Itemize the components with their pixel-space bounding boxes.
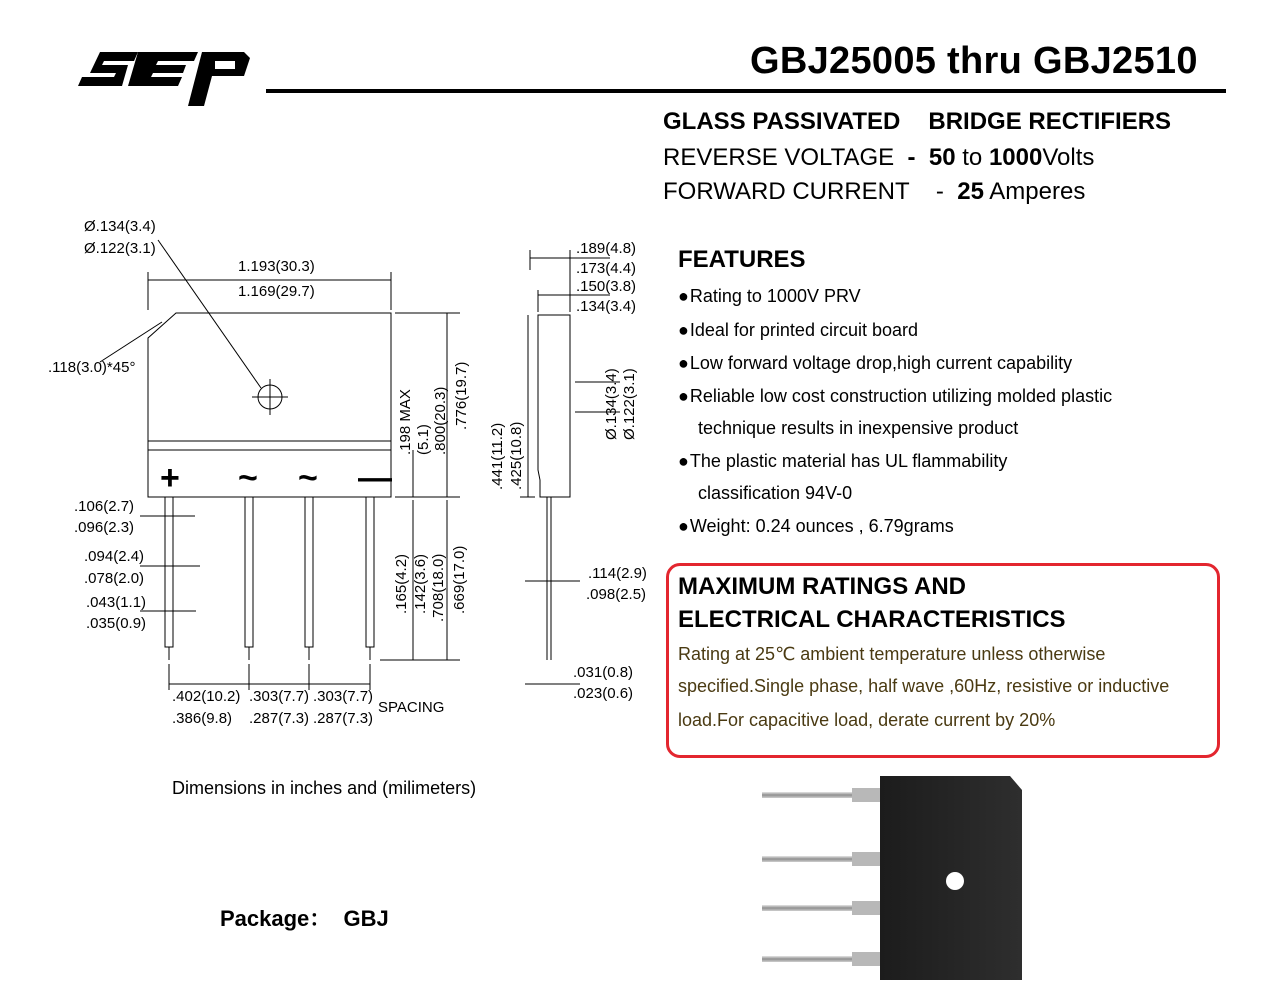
lead-plus [165, 497, 173, 647]
photo-hole [946, 872, 964, 890]
subtitle-left: GLASS PASSIVATED [663, 108, 901, 135]
dim-hole-dia-min: Ø.122(3.1) [84, 240, 156, 257]
forward-current-line [663, 178, 1085, 206]
pin-ac1-label: ~ [238, 459, 258, 497]
dim-height-min: .776(19.7) [453, 361, 470, 430]
dim-lead-w-max: .106(2.7) [74, 498, 135, 515]
dim-lead-n-min: .078(2.0) [84, 570, 145, 587]
dim-chamfer: .118(3.0)*45° [48, 359, 136, 376]
package-line [220, 902, 389, 933]
forward-current-value: 25 [957, 178, 984, 205]
bullet-icon: ● [678, 516, 689, 536]
reverse-voltage-dash: - [907, 144, 916, 171]
reverse-voltage-line [663, 144, 1094, 172]
sep-logo [78, 52, 250, 106]
product-photo [752, 770, 1042, 985]
dim-side-h-min: .425(10.8) [508, 421, 525, 490]
pin-minus-label: — [358, 459, 392, 497]
bullet-icon: ● [678, 386, 689, 406]
dim-pitch2-min: .287(7.3) [249, 710, 310, 727]
reverse-voltage-max: 1000 [988, 144, 1043, 171]
dim-side-hole-max: Ø.134(3.4) [603, 368, 620, 440]
feature-item [678, 451, 1007, 472]
feature-text: Weight: 0.24 ounces , 6.79grams [689, 516, 954, 536]
ratings-title-line2: ELECTRICAL CHARACTERISTICS [678, 606, 1066, 633]
ratings-note-line1: Rating at 25℃ ambient temperature unless otherwise [678, 644, 1106, 664]
ratings-title-line1: MAXIMUM RATINGS AND [678, 573, 966, 600]
feature-text: The plastic material has UL flammability [689, 451, 1008, 471]
dim-pitch2-max: .303(7.7) [249, 688, 310, 705]
bullet-icon: ● [678, 320, 689, 340]
dim-lead-t-max: .043(1.1) [86, 594, 147, 611]
bullet-icon: ● [678, 451, 689, 471]
dim-thick-min: .173(4.4) [576, 260, 637, 277]
forward-current-unit: Amperes [989, 178, 1086, 205]
dim-pitch3-max: .303(7.7) [313, 688, 374, 705]
dim-side-h-max: .441(11.2) [489, 422, 506, 490]
dim-lead-len2: .142(3.6) [412, 553, 429, 614]
bullet-icon: ● [678, 353, 689, 373]
dim-side-tip-max: .031(0.8) [573, 664, 634, 681]
dim-lead-len3: .708(18.0) [430, 553, 447, 622]
feature-text: Rating to 1000V PRV [689, 286, 861, 306]
dim-198-max: .198 MAX [397, 389, 414, 455]
ratings-note-line2: specified.Single phase, half wave ,60Hz, resistive or inductive [678, 676, 1170, 696]
package-label: Package： [220, 906, 332, 931]
title-rule [266, 89, 1226, 93]
dim-thick2-min: .134(3.4) [576, 298, 637, 315]
reverse-voltage-unit: Volts [1042, 144, 1095, 171]
feature-item [678, 386, 1112, 407]
feature-text: Ideal for printed circuit board [689, 320, 918, 340]
bullet-icon: ● [678, 286, 689, 306]
reverse-voltage-to: to [962, 144, 983, 171]
dim-lead-n-max: .094(2.4) [84, 548, 145, 565]
feature-continuation: technique results in inexpensive product [698, 418, 1019, 438]
lead-ac2 [305, 497, 313, 647]
side-view-body [538, 315, 570, 497]
feature-text: Reliable low cost construction utilizing molded plastic [689, 386, 1113, 406]
photo-leads [762, 788, 880, 966]
dim-width-min: 1.169(29.7) [238, 283, 315, 300]
lead-ac1 [245, 497, 253, 647]
dim-thick2-max: .150(3.8) [576, 278, 637, 295]
subtitle-right: BRIDGE RECTIFIERS [928, 108, 1172, 135]
dim-side-hole-min: Ø.122(3.1) [621, 368, 638, 440]
feature-item [678, 353, 1072, 374]
feature-text: Low forward voltage drop,high current capability [689, 353, 1073, 373]
dim-width-max: 1.193(30.3) [238, 258, 315, 275]
dim-lead-len1: .165(4.2) [393, 553, 410, 614]
dim-side-tip-min: .023(0.6) [573, 685, 634, 702]
dim-lead-w-min: .096(2.3) [74, 519, 135, 536]
package-value: GBJ [343, 906, 389, 931]
dim-hole-dia-max: Ø.134(3.4) [84, 218, 156, 235]
feature-continuation: classification 94V-0 [698, 483, 853, 503]
forward-current-label: FORWARD CURRENT [663, 178, 910, 205]
dim-lead-t-min: .035(0.9) [86, 615, 147, 632]
dim-5-1: (5.1) [415, 424, 432, 455]
dim-side-lead-min: .098(2.5) [586, 586, 647, 603]
feature-item [678, 516, 954, 537]
ratings-note-line3: load.For capacitive load, derate current by 20% [678, 710, 1056, 730]
feature-item [678, 286, 861, 307]
dimension-drawing [0, 200, 660, 760]
dimensions-note: Dimensions in inches and (milimeters) [172, 778, 477, 798]
product-subtitle [663, 108, 1171, 136]
lead-minus [366, 497, 374, 647]
dim-spacing-label: SPACING [378, 699, 445, 716]
pin-plus-label: + [160, 459, 180, 497]
dim-pitch1-max: .402(10.2) [172, 688, 241, 705]
dim-side-lead-max: .114(2.9) [588, 565, 647, 582]
features-title: FEATURES [678, 246, 806, 273]
dim-thick-max: .189(4.8) [576, 240, 637, 257]
pin-ac2-label: ~ [298, 459, 318, 497]
feature-item [678, 320, 918, 341]
dim-height-max: .800(20.3) [432, 386, 449, 455]
dim-pitch1-min: .386(9.8) [172, 710, 233, 727]
dim-pitch3-min: .287(7.3) [313, 710, 374, 727]
reverse-voltage-min: 50 [928, 144, 956, 171]
reverse-voltage-label: REVERSE VOLTAGE [663, 144, 895, 171]
dim-lead-len4: .669(17.0) [451, 545, 468, 614]
page-title: GBJ25005 thru GBJ2510 [750, 40, 1198, 82]
forward-current-dash: - [935, 178, 944, 205]
